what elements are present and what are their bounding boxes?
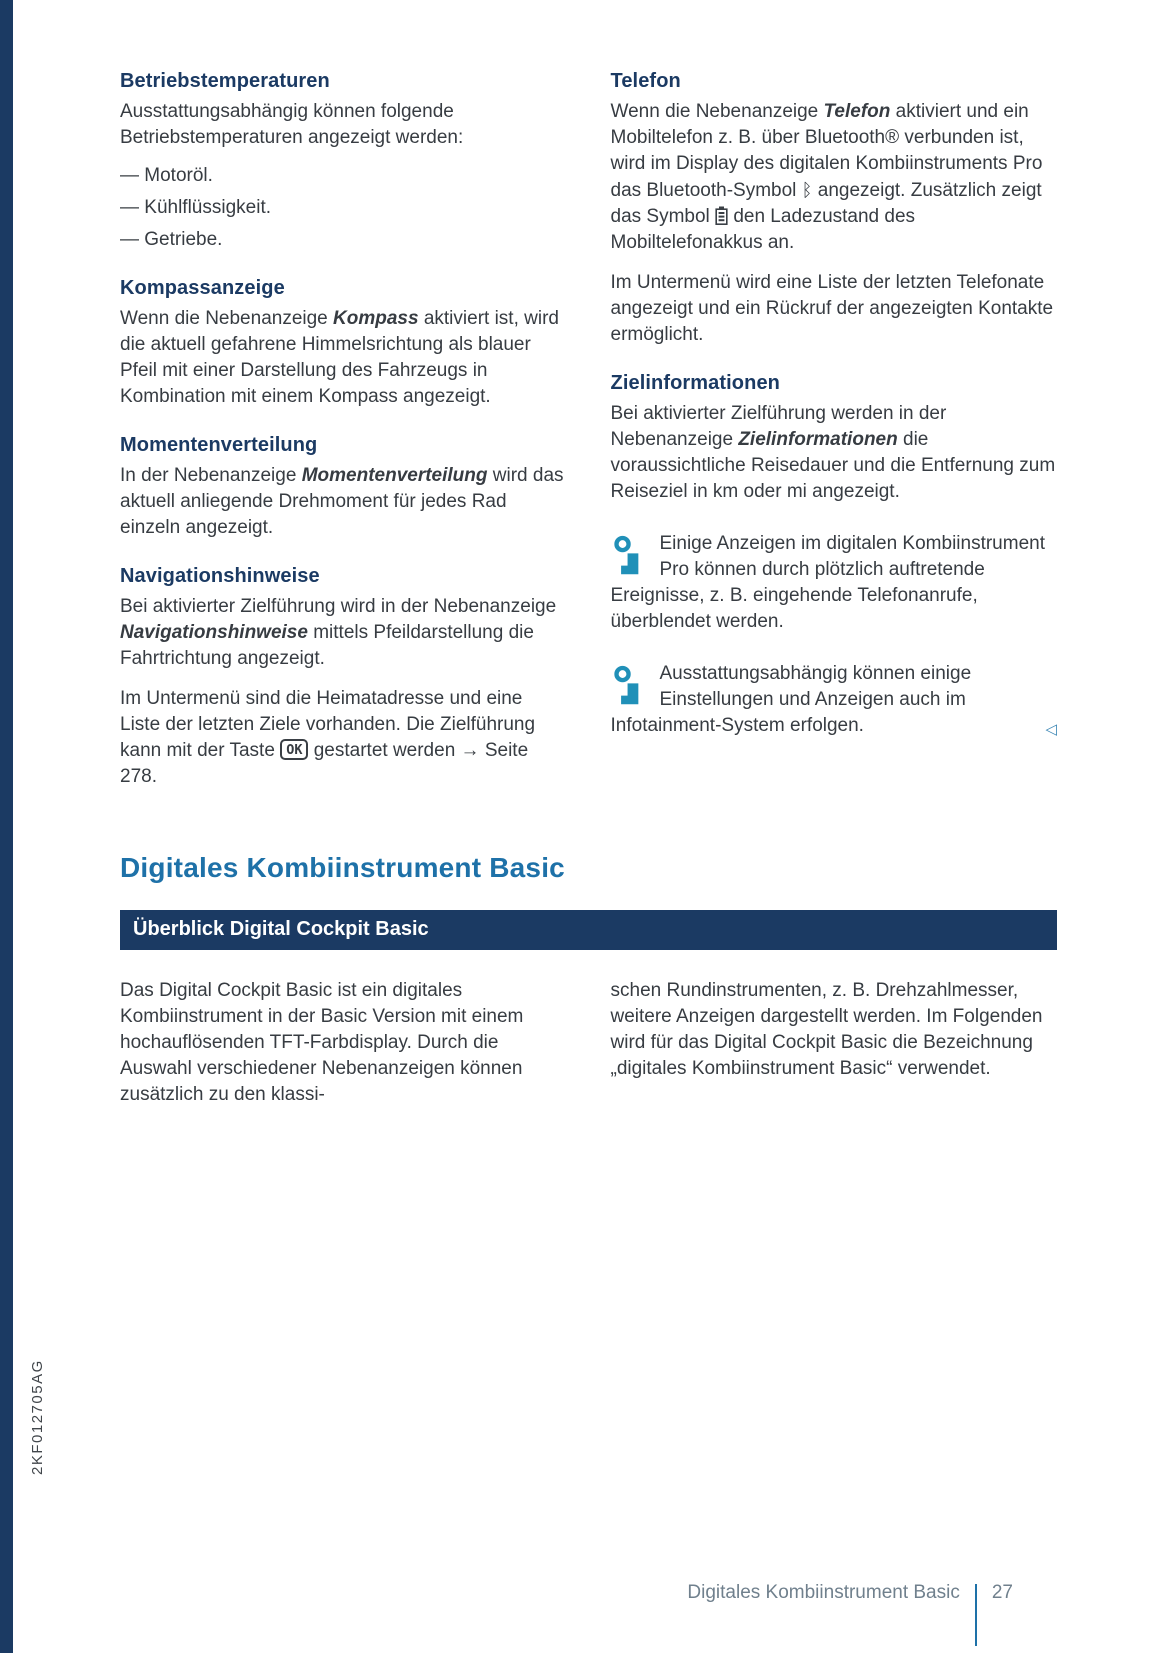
- menu-term: Kompass: [333, 308, 419, 329]
- text-run: aktiviert ist, wird die aktuell gefahrene Himmelsrichtung als blauer Pfeil mit einer Darstellung des Fahrzeugs in Kombination mit einem Kompass angezeigt.: [120, 308, 559, 407]
- battery-icon: [715, 206, 728, 227]
- page-number: 27: [991, 1582, 1013, 1603]
- paragraph: [120, 463, 567, 541]
- page-reference-link[interactable]: → Seite 278.: [120, 740, 529, 787]
- info-icon: [611, 534, 647, 580]
- operating-temperature-list: [120, 163, 567, 253]
- heading-zielinformationen: Zielinformationen: [610, 372, 780, 394]
- text-run: Wenn die Nebenanzeige: [610, 101, 824, 122]
- lower-columns: [120, 978, 1057, 1108]
- note-text: Einige Anzeigen im digitalen Kombiinstrument Pro können durch plötzlich auftretende Ereignisse, z. B. eingehende Telefonanrufe, überblendet werden.: [610, 533, 1045, 632]
- menu-term: Zielinformationen: [738, 429, 898, 450]
- text-run: angezeigt. Zusätzlich zeigt das Symbol: [610, 180, 1042, 227]
- note-text: Ausstattungsabhängig können einige Einstellungen und Anzeigen auch im Infotainment-System erfolgen.: [610, 663, 972, 736]
- paragraph: [120, 686, 567, 790]
- footer-divider: [975, 1584, 977, 1646]
- ok-key-icon: [280, 739, 308, 760]
- text-run: In der Nebenanzeige: [120, 465, 302, 486]
- text-run: den Ladezustand des Mobiltelefonakkus an.: [610, 206, 916, 253]
- paragraph: [611, 99, 1058, 256]
- heading-kompassanzeige: Kompassanzeige: [120, 277, 285, 299]
- paragraph: [120, 594, 567, 672]
- text-run: Bei aktivierter Zielführung wird in der Nebenanzeige: [120, 596, 557, 617]
- right-column: [611, 70, 1058, 790]
- info-note: [611, 661, 1058, 739]
- manual-page: [120, 70, 1057, 1108]
- left-column: [120, 70, 567, 790]
- text-run: die voraussichtliche Reisedauer und die Entfernung zum Reiseziel in km oder mi angezeigt.: [610, 429, 1056, 502]
- section-end-marker: ◁: [1045, 721, 1057, 738]
- paragraph: [611, 401, 1058, 505]
- paragraph: Das Digital Cockpit Basic ist ein digitales Kombiinstrument in der Basic Version mit einem hochauflösenden TFT-Farbdisplay. Durch die Auswahl verschiedener Nebenanzeigen können zusätzlich zu den klassi-: [120, 980, 524, 1105]
- text-run: wird das aktuell anliegende Drehmoment für jedes Rad einzeln angezeigt.: [120, 465, 564, 538]
- document-code: 2KF012705AG: [29, 1359, 46, 1475]
- heading-momentenverteilung: Momentenverteilung: [120, 434, 318, 456]
- text-run: Im Untermenü sind die Heimatadresse und eine Liste der letzten Ziele vorhanden. Die Zielführung kann mit der Taste: [120, 688, 536, 761]
- heading-navigationshinweise: Navigationshinweise: [120, 565, 320, 587]
- heading-telefon: Telefon: [610, 70, 681, 92]
- page-footer: [687, 1582, 1013, 1646]
- paragraph: Im Untermenü wird eine Liste der letzten Telefonate angezeigt und ein Rückruf der angezeigten Kontakte ermöglicht.: [610, 272, 1054, 345]
- text-run: mittels Pfeildarstellung die Fahrtrichtung angezeigt.: [120, 622, 534, 669]
- upper-columns: [120, 70, 1057, 790]
- list-item: — Getriebe.: [120, 229, 223, 250]
- info-icon: [611, 664, 647, 710]
- list-item: — Motoröl.: [120, 165, 213, 186]
- heading-betriebstemperaturen: Betriebstemperaturen: [120, 70, 330, 92]
- menu-term: Momentenverteilung: [301, 465, 488, 486]
- chapter-title: Digitales Kombiinstrument Basic: [120, 852, 565, 883]
- footer-section-label: Digitales Kombiinstrument Basic: [687, 1582, 960, 1603]
- text-run: Bei aktivierter Zielführung werden in der Nebenanzeige: [610, 403, 947, 450]
- list-item: — Kühlflüssigkeit.: [120, 197, 272, 218]
- text-run: aktiviert und ein Mobiltelefon z. B. über Bluetooth® verbunden ist, wird im Display des digitalen Kombiinstruments Pro das Bluetooth-Symbol: [610, 101, 1043, 201]
- text-run: Wenn die Nebenanzeige: [120, 308, 334, 329]
- paragraph: Ausstattungsabhängig können folgende Betriebstemperaturen angezeigt werden:: [120, 101, 464, 148]
- banner-label: Überblick Digital Cockpit Basic: [133, 918, 429, 940]
- paragraph: [120, 306, 567, 410]
- info-note: [611, 531, 1058, 635]
- menu-term: Navigationshinweise: [120, 622, 308, 643]
- paragraph: schen Rundinstrumenten, z. B. Drehzahlmesser, weitere Anzeigen dargestellt werden. Im Folgenden wird für das Digital Cockpit Basic die Bezeichnung „digitales Kombiinstrument Basic“ verwendet.: [610, 980, 1043, 1079]
- bluetooth-icon: ᛒ: [801, 180, 813, 200]
- binding-edge-bar: [0, 0, 13, 1653]
- menu-term: Telefon: [823, 101, 891, 122]
- key-label: OK: [286, 742, 303, 758]
- text-run: gestartet werden: [308, 740, 461, 761]
- subsection-banner: [120, 910, 1057, 950]
